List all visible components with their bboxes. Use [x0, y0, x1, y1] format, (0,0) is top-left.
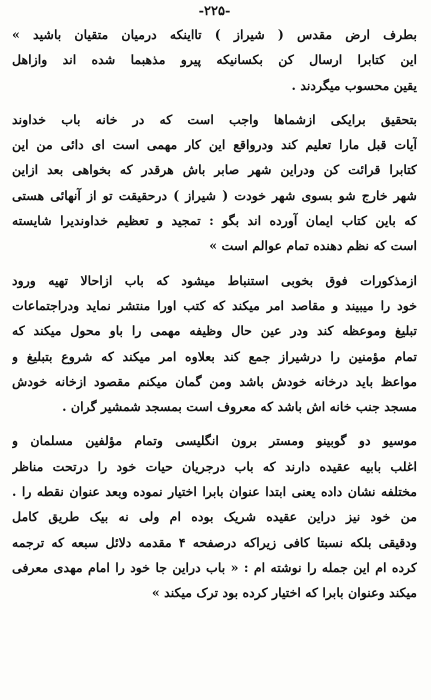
body-text — [12, 22, 417, 606]
text-line: تبلیغ وموعظه کند ودر عین حال وظیفه مهمی را باو محول میکند که — [12, 323, 417, 339]
paragraph — [12, 22, 417, 98]
text-line: اغلب بابیه عقیده دارند که باب درجریان حیات خود را درتحت مناظر — [12, 458, 417, 474]
text-line: است که نظم دهنده تمام عوالم است » — [209, 238, 417, 254]
paragraph — [12, 107, 417, 259]
paragraph-gap — [12, 259, 417, 268]
text-line: ودقیقی بلکه نسبتا کافی زیراکه درصفحه ۴ مقدمه دلائل سبعه که ترجمه — [12, 534, 417, 550]
paragraph-gap — [12, 98, 417, 107]
text-line: شهر خارج شو بسوی شهر خودت ( شیراز ) درحقیقت تو از آنهائی هستی — [12, 187, 417, 203]
text-line: موسیو دو گوبینو ومستر برون انگلیسی وتمام مؤلفین مسلمان و — [12, 433, 417, 449]
text-line: آیات قبل مارا تعلیم کند ودرواقع این کار مهمی است ای دائی من این — [12, 137, 417, 153]
text-line: مواعظ باید درخانه خودش باشد ومن گمان میکنم مقصود ازخانه خودش — [12, 373, 417, 389]
text-line: مختلفه نشان داده یعنی ابتدا عنوان بابرا اختیار نموده وبعد عنوان نقطه را . — [12, 484, 417, 500]
text-line: بتحقیق برایکی ازشماها واجب است که در خانه باب خداوند — [12, 111, 417, 127]
text-line: مسجد جنب خانه اش باشد که معروف است بمسجد شمشیر گران . — [62, 399, 417, 415]
text-line: تمام مؤمنین را درشیراز جمع کند بعلاوه امر میکند که شروع بتبلیغ و — [12, 348, 417, 364]
paragraph — [12, 268, 417, 420]
text-line: کتابرا قرائت کن ودراین شهر صابر باش هرقدر که بخواهی بعد ازاین — [12, 162, 417, 178]
page-number: -۲۲۵- — [198, 4, 231, 19]
text-line: میکند وعنوان بابرا که اختیار کرده بود ترک میکند » — [151, 585, 417, 601]
text-line: کرده ام این جمله را نوشته ام : « باب دراین جا خود را امام مهدی معرفی — [12, 559, 417, 575]
text-line: که باین کتاب ایمان آورده اند بگو : تمجید و تعظیم خداوندیرا شایسته — [12, 213, 417, 229]
text-line: من خود نیز دراین عقیده شریک بوده ام ولی نه بیک طریق کامل — [12, 509, 417, 525]
text-line: این کتابرا ارسال کن بکسانیکه پیرو مذهبما شده اند وازاهل — [12, 52, 417, 68]
text-line: خود را میبیند و مقاصد امر میکند که کتب اورا منتشر نماید ودراجتماعات — [12, 297, 417, 313]
text-line: ازمذکورات فوق بخوبی استنباط میشود که باب ازاحالا تهیه ورود — [12, 272, 417, 288]
paragraph — [12, 428, 417, 605]
text-line: بطرف ارض مقدس ( شیراز ) تااینکه درمیان متقیان باشید » — [12, 27, 417, 42]
text-line: یقین محسوب میگردند . — [291, 77, 417, 93]
paragraph-gap — [12, 419, 417, 428]
